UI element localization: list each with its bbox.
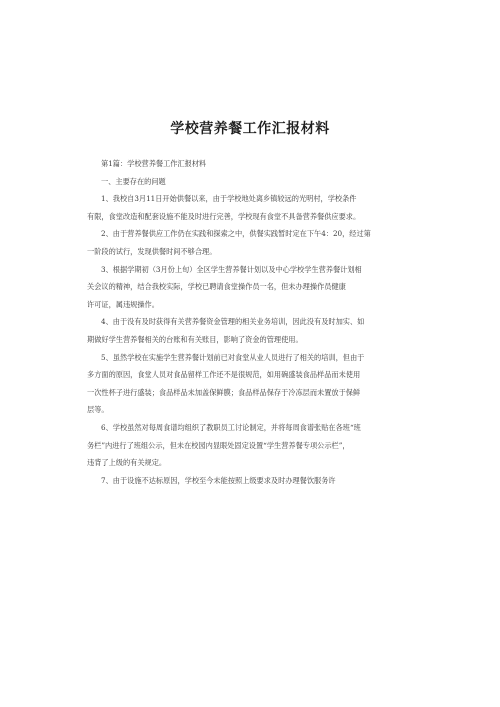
paragraph-line: 许可证，属违规操作。 [87,299,159,309]
paragraph-line: 一阶段的试行，发现供餐时间不够合理。 [87,246,217,256]
page-title: 学校营养餐工作汇报材料 [170,121,330,137]
paragraph-line: 2、由于营养餐供应工作仍在实践和探索之中，供餐实践暂时定在下午4：20，经过第 [101,229,371,239]
section-heading: 一、主要存在的问题 [101,176,166,186]
paragraph-line: 期做好学生营养餐相关的台账和有关账目，影响了资金的管理使用。 [87,334,303,344]
paragraph-line: 关会议的精神，结合我校实际，学校已聘请食堂操作员一名，但未办理操作员健康 [87,282,346,292]
paragraph-line: 5、虽然学校在实施学生营养餐计划前已对食堂从业人员进行了相关的培训，但由于 [101,352,365,362]
paragraph-line: 有限，食堂改造和配套设施不能及时进行完善，学校现有食堂不具备营养餐供应要求。 [87,211,361,221]
paragraph-line: 多方面的原因，食堂人员对食品留样工作还不是很规范，如用碗盛装食品样品而未使用 [87,370,361,380]
paragraph-2 [87,225,415,260]
paragraph-line: 7、由于设施不达标原因，学校至今未能按照上级要求及时办理餐饮服务许 [101,475,336,485]
paragraph-1 [87,190,415,225]
paragraph-3 [87,261,415,314]
paragraph-line: 1、我校自3月11日开始供餐以来，由于学校地处离乡镇较远的光明村，学校条件 [101,194,357,204]
paragraph-line: 3、根据学期初（3月份上旬）全区学生营养餐计划以及中心学校学生营养餐计划相 [101,264,362,274]
chapter-heading: 第1篇：学校营养餐工作汇报材料 [101,159,207,168]
paragraph-line: 违背了上级的有关规定。 [87,458,167,468]
paragraph-line: 务栏”内进行了班组公示，但未在校园内显眼处固定设置“学生营养餐专项公示栏”， [87,440,350,450]
paragraph-6 [87,419,415,472]
paragraph-4 [87,313,415,348]
paragraph-line: 6、学校虽然对每周食谱均组织了教职员工讨论制定，并将每周食谱张贴在各班“班 [101,422,361,432]
paragraph-line: 一次性杯子进行盛装；食品样品未加盖保鲜膜；食品样品保存于冷冻层而未置放于保鲜 [87,387,361,397]
paragraph-line: 4、由于没有及时获得有关营养餐资金管理的相关业务培训，因此没有及时加实、如 [101,317,365,327]
paragraph-5 [87,349,415,419]
paragraph-line: 层等。 [87,405,109,415]
paragraph-7 [87,472,415,490]
document-body [87,155,415,489]
